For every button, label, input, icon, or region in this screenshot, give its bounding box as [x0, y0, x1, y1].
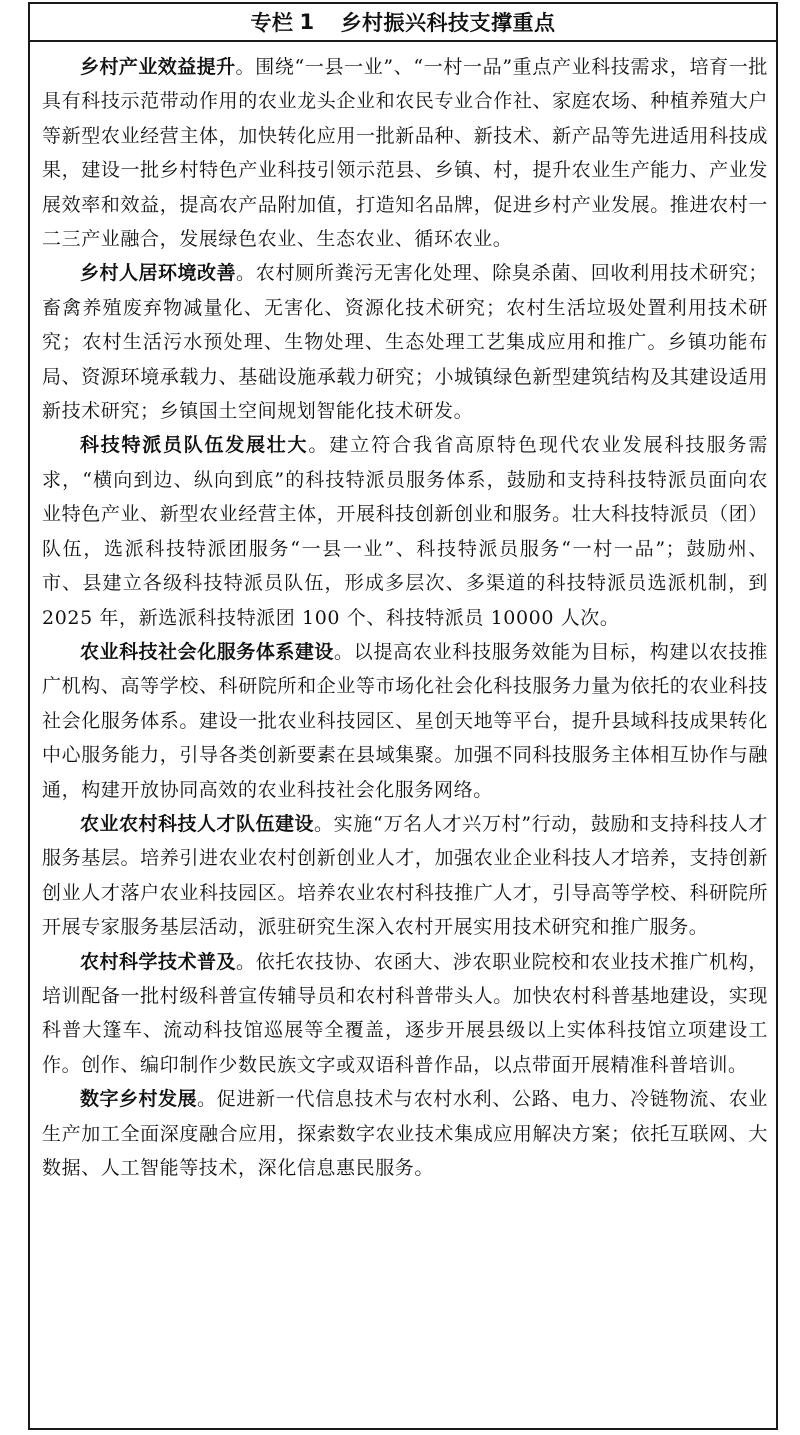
box-content	[30, 42, 776, 1185]
box-number: 1	[299, 10, 315, 34]
paragraph-heading: 乡村人居环境改善	[80, 262, 237, 285]
box-title: 乡村振兴科技支撑重点	[340, 11, 556, 35]
paragraph-text: 。建立符合我省高原特色现代农业发展科技服务需求，“横向到边、纵向到底”的科技特派员服务体系，鼓励和支持科技特派员面向农业特色产业、新型农业经营主体，开展科技创新创业和服务。壮大科技特派员（团）队伍，选派科技特派团服务“一县一业”、科技特派员服务“一村一品”；鼓励州、市、县建立各级科技特派员队伍，形成多层次、多渠道的科技特派员选派机制，到 2025 年，新选派科技特派团 100 个、科技特派员 10000 人次。	[42, 434, 769, 629]
paragraph-heading: 乡村产业效益提升	[80, 56, 236, 78]
paragraph-text: 。农村厕所粪污无害化处理、除臭杀菌、回收利用技术研究；畜禽养殖废弃物减量化、无害化、资源化技术研究；农村生活垃圾处置利用技术研究；农村生活污水预处理、生物处理、生态处理工艺集成应用和推广。乡镇功能布局、资源环境承载力、基础设施承载力研究；小城镇绿色新型建筑结构及其建设适用新技术研究；乡镇国土空间规划智能化技术研发。	[42, 262, 768, 423]
paragraph-rural-industry	[42, 50, 768, 256]
paragraph-heading: 农村科学技术普及	[80, 950, 237, 973]
paragraph-text: 。促进新一代信息技术与农村水利、公路、电力、冷链物流、农业生产加工全面深度融合应用，探索数字农业技术集成应用解决方案；依托互联网、大数据、人工智能等技术，深化信息惠民服务。	[42, 1088, 768, 1179]
paragraph-text: 。以提高农业科技服务效能为目标，构建以农技推广机构、高等学校、科研院所和企业等市场化社会化科技服务力量为依托的农业科技社会化服务体系。建设一批农业科技园区、星创天地等平台，提升县域科技成果转化中心服务能力，引导各类创新要素在县域集聚。加强不同科技服务主体相互协作与融通，构建开放协同高效的农业科技社会化服务网络。	[42, 640, 769, 801]
paragraph-heading: 科技特派员队伍发展壮大	[80, 434, 309, 457]
paragraph-socialized-service	[42, 635, 768, 807]
paragraph-tech-commissioners	[42, 428, 768, 634]
paragraph-text: 。依托农技协、农函大、涉农职业院校和农业技术推广机构，培训配备一批村级科普宣传辅导员和农村科普带头人。加快农村科普基地建设，实现科普大篷车、流动科技馆巡展等全覆盖，逐步开展县级以上实体科技馆立项建设工作。创作、编印制作少数民族文字或双语科普作品，以点带面开展精准科普培训。	[42, 950, 768, 1076]
paragraph-text: 。实施“万名人才兴万村”行动，鼓励和支持科技人才服务基层。培养引进农业农村创新创业人才，加强农业企业科技人才培养，支持创新创业人才落户农业科技园区。培养农业农村科技推广人才，引导高等学校、科研院所开展专家服务基层活动，派驻研究生深入农村开展实用技术研究和推广服务。	[42, 812, 768, 939]
paragraph-heading: 数字乡村发展	[80, 1088, 197, 1111]
paragraph-science-popularization	[42, 945, 768, 1083]
paragraph-heading: 农业农村科技人才队伍建设	[80, 812, 314, 835]
box-title-bar	[30, 4, 776, 42]
paragraph-living-environment	[42, 256, 768, 428]
paragraph-talent-team	[42, 807, 768, 945]
paragraph-digital-village	[42, 1082, 768, 1185]
paragraph-heading: 农业科技社会化服务体系建设	[80, 640, 334, 663]
box-label: 专栏	[250, 11, 294, 35]
column-box	[28, 2, 778, 1430]
paragraph-text: 。围绕“一县一业”、“一村一品”重点产业科技需求，培育一批具有科技示范带动作用的农业龙头企业和农民专业合作社、家庭农场、种植养殖大户等新型农业经营主体，加快转化应用一批新品种、新技术、新产品等先进适用科技成果，建设一批乡村特色产业科技引领示范县、乡镇、村，提升农业生产能力、产业发展效率和效益，提高农产品附加值，打造知名品牌，促进乡村产业发展。推进农村一二三产业融合，发展绿色农业、生态农业、循环农业。	[42, 56, 768, 251]
